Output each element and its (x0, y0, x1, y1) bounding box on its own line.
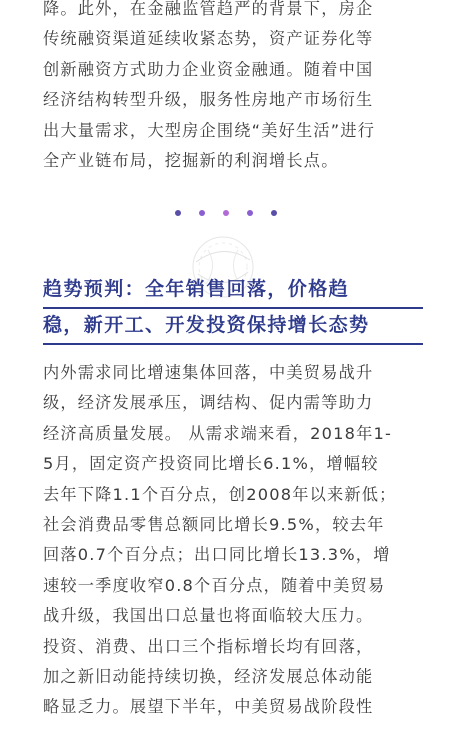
section-heading (43, 273, 423, 345)
heading-line (43, 309, 423, 345)
paragraph-line: 传统融资渠道延续收紧态势，资产证券化等 (43, 29, 374, 49)
main-paragraph (43, 358, 423, 723)
paragraph-line: 创新融资方式助力企业资金融通。随着中国 (43, 59, 374, 79)
heading-line-text: 趋势预判：全年销售回落，价格趋 (43, 273, 423, 309)
paragraph-line: 速较一季度收窄0.8个百分点，随着中美贸易 (43, 575, 386, 595)
divider-dot (271, 210, 277, 216)
section-divider-dots (0, 207, 449, 219)
divider-dot (247, 210, 253, 216)
intro-paragraph (43, 0, 423, 176)
divider-dot (175, 210, 181, 216)
paragraph-line: 降。此外，在金融监管趋严的背景下，房企 (43, 0, 374, 18)
paragraph-line: 战升级，我国出口总量也将面临较大压力。 (43, 606, 374, 626)
paragraph-line: 出大量需求，大型房企围绕“美好生活”进行 (43, 120, 376, 140)
paragraph-line: 回落0.7个百分点；出口同比增长13.3%，增 (43, 545, 391, 565)
heading-line-text: 稳，新开工、开发投资保持增长态势 (43, 309, 423, 345)
paragraph-line: 级，经济发展承压，调结构、促内需等助力 (43, 393, 374, 413)
paragraph-line: 略显乏力。展望下半年，中美贸易战阶段性 (43, 697, 374, 717)
paragraph-line: 加之新旧动能持续切换，经济发展总体动能 (43, 667, 374, 687)
paragraph-line: 投资、消费、出口三个指标增长均有回落， (43, 636, 374, 656)
heading-line (43, 273, 423, 309)
paragraph-line: 5月，固定资产投资同比增长6.1%，增幅较 (43, 454, 379, 474)
paragraph-line: 去年下降1.1个百分点，创2008年以来新低； (43, 484, 397, 504)
paragraph-line: 社会消费品零售总额同比增长9.5%，较去年 (43, 515, 385, 535)
paragraph-line: 内外需求同比增速集体回落，中美贸易战升 (43, 363, 374, 382)
paragraph-line: 全产业链布局，挖掘新的利润增长点。 (43, 151, 339, 171)
divider-dot (199, 210, 205, 216)
paragraph-line: 经济结构转型升级，服务性房地产市场衍生 (43, 90, 374, 110)
paragraph-line: 经济高质量发展。 从需求端来看，2018年1- (43, 423, 393, 443)
divider-dot (223, 210, 229, 216)
